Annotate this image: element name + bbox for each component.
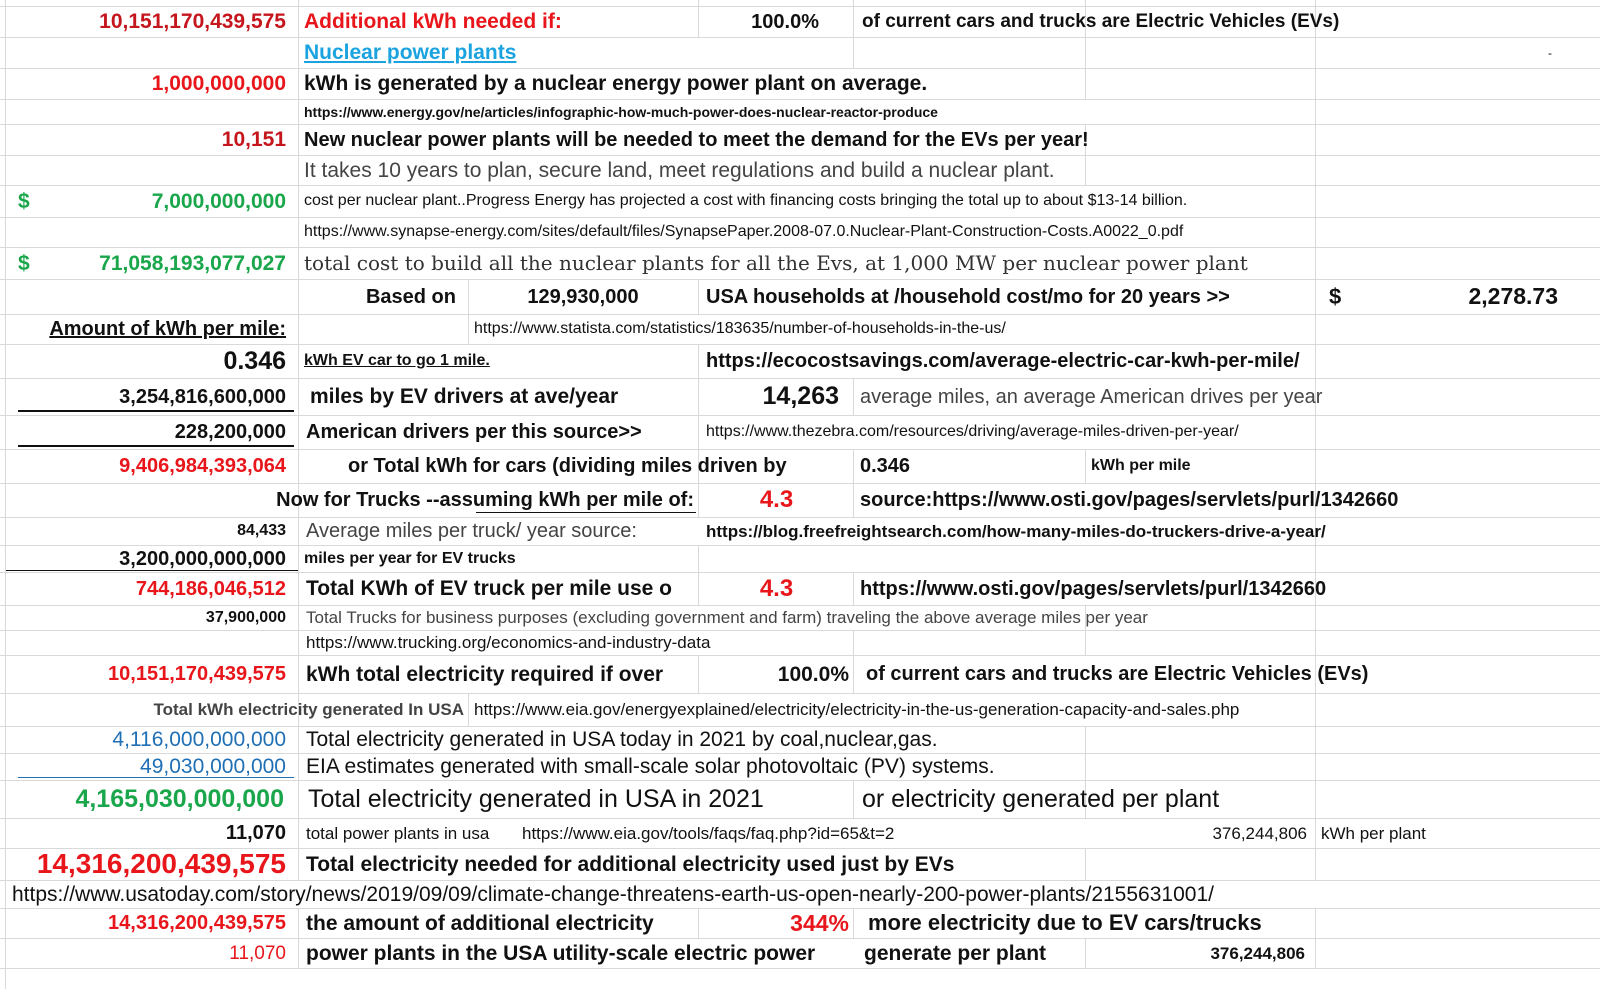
- household-cost-value: 2,278.73: [1468, 283, 1558, 309]
- more-electricity-label: more electricity due to EV cars/trucks: [868, 910, 1262, 935]
- ecocostsavings-url[interactable]: https://ecocostsavings.com/average-electric-car-kwh-per-mile/: [706, 350, 1300, 372]
- usa-generated-value[interactable]: 4,116,000,000,000: [112, 728, 286, 751]
- solar-generated-label: EIA estimates generated with small-scale solar photovoltaic (PV) systems.: [306, 755, 995, 778]
- eia-url[interactable]: https://www.eia.gov/energyexplained/electricity/electricity-in-the-us-generation-capacity-and-sales.php: [474, 700, 1240, 719]
- sum-underline: [18, 777, 294, 778]
- total-trucks-label: Total Trucks for business purposes (excluding government and farm) traveling the above average miles per year: [306, 608, 1148, 627]
- households-value: 129,930,000: [527, 285, 639, 308]
- thezebra-url[interactable]: https://www.thezebra.com/resources/driving/average-miles-driven-per-year/: [706, 423, 1239, 440]
- usatoday-url[interactable]: https://www.usatoday.com/story/news/2019/09/09/climate-change-threatens-earth-us-open-nearly-200-power-plants/2155631001/: [12, 882, 1214, 906]
- truck-miles-value: 3,200,000,000,000: [119, 547, 286, 570]
- currency-symbol: $: [1329, 283, 1342, 309]
- total-plants-label: total power plants in usa: [306, 823, 490, 843]
- total-usa-generated-heading: Total kWh electricity generated In USA: [153, 700, 464, 719]
- utility-plants-value: 11,070: [229, 942, 286, 964]
- miles-per-truck-value[interactable]: 84,433: [237, 522, 286, 539]
- based-on-label: Based on: [365, 285, 456, 308]
- american-drivers-label: American drivers per this source>>: [306, 421, 642, 443]
- total-trucks-value[interactable]: 37,900,000: [205, 608, 286, 626]
- cost-per-plant-label: cost per nuclear plant..Progress Energy has projected a cost with financing costs bringing the total up to about $13-14 billion.: [304, 192, 1188, 209]
- new-plants-needed-value: 10,151: [221, 128, 286, 151]
- grid-line: [1085, 449, 1086, 483]
- synapse-url[interactable]: https://www.synapse-energy.com/sites/default/files/SynapsePaper.2008-07.0.Nuclear-Plant-Construction-Costs.A0022_0.pdf: [304, 223, 1184, 240]
- average-miles-value[interactable]: 14,263: [762, 382, 839, 410]
- total-kwh-trucks-value: 744,186,046,512: [135, 577, 286, 600]
- grid-line: [1085, 848, 1086, 880]
- kwh-per-mile-unit: kWh per mile: [1091, 457, 1191, 474]
- grid-line: [468, 693, 469, 726]
- kwh-per-plant-value: 1,000,000,000: [151, 72, 286, 95]
- cost-per-plant-value: 7,000,000,000: [151, 189, 286, 213]
- truck-miles-label: miles per year for EV trucks: [304, 549, 516, 567]
- total-kwh-cars-value: 9,406,984,393,064: [119, 455, 286, 477]
- generate-per-plant-label: generate per plant: [864, 941, 1047, 965]
- kwh-per-plant-computed: 376,244,806: [1212, 823, 1307, 843]
- grid-line: [853, 378, 854, 415]
- sum-underline: [6, 570, 298, 571]
- american-drivers-value[interactable]: 228,200,000: [174, 421, 286, 443]
- additional-kwh-label: Additional kWh needed if:: [304, 10, 562, 33]
- nuclear-power-plants-link[interactable]: Nuclear power plants: [304, 41, 517, 64]
- grid-line: [853, 655, 854, 693]
- sum-underline: [18, 445, 294, 447]
- grid-line: [298, 908, 299, 968]
- dash-marker: -: [1548, 45, 1552, 60]
- grid-line: [698, 655, 699, 693]
- kwh-per-plant-unit: kWh per plant: [1321, 823, 1426, 843]
- grid-line: [853, 572, 854, 605]
- underline: [476, 512, 696, 513]
- grid-line: [853, 0, 854, 68]
- average-miles-label: average miles, an average American drives per year: [860, 385, 1323, 408]
- ev-percentage[interactable]: 100.0%: [751, 10, 819, 33]
- osti-source-url[interactable]: source:https://www.osti.gov/pages/servlets/purl/1342660: [860, 489, 1399, 511]
- grid-line: [698, 908, 699, 938]
- total-kwh-cars-label: or Total kWh for cars (dividing miles driven by: [348, 455, 787, 477]
- per-plant-heading: or electricity generated per plant: [862, 784, 1220, 813]
- freefreightsearch-url[interactable]: https://blog.freefreightsearch.com/how-many-miles-do-truckers-drive-a-year/: [706, 521, 1326, 541]
- solar-generated-value[interactable]: 49,030,000,000: [140, 755, 286, 778]
- ev-percentage-repeat: 100.0%: [777, 662, 849, 686]
- grid-line: [0, 968, 1600, 969]
- trucks-assumption-label: Now for Trucks --assuming kWh per mile of:: [276, 489, 694, 511]
- grid-line: [0, 37, 1600, 38]
- additional-electricity-value: 14,316,200,439,575: [108, 912, 286, 934]
- total-kwh-trucks-label: Total KWh of EV truck per mile use o: [306, 577, 672, 600]
- kwh-per-plant-label: kWh is generated by a nuclear energy power plant on average.: [304, 72, 928, 95]
- total-needed-value: 14,316,200,439,575: [36, 848, 286, 879]
- currency-symbol: $: [18, 251, 30, 275]
- total-plants-value[interactable]: 11,070: [225, 822, 286, 844]
- currency-symbol: $: [18, 189, 30, 213]
- per-plant-value: 376,244,806: [1210, 943, 1305, 963]
- grid-line: [853, 908, 854, 938]
- household-cost-label: USA households at /household cost/mo for 20 years >>: [706, 285, 1230, 308]
- more-electricity-percentage: 344%: [790, 909, 849, 936]
- statista-url[interactable]: https://www.statista.com/statistics/183635/number-of-households-in-the-us/: [474, 320, 1006, 337]
- ev-miles-label: miles by EV drivers at ave/year: [310, 385, 619, 408]
- grid-line: [698, 279, 699, 314]
- eia-faq-url[interactable]: https://www.eia.gov/tools/faqs/faq.php?id=65&t=2: [522, 823, 895, 843]
- grid-line: [298, 0, 299, 880]
- total-plant-cost-value: 71,058,193,077,027: [99, 251, 286, 275]
- total-plant-cost-label: total cost to build all the nuclear plants for all the Evs, at 1,000 MW per nuclear power plant: [304, 251, 1248, 275]
- usa-generated-label: Total electricity generated in USA today in 2021 by coal,nuclear,gas.: [306, 728, 938, 751]
- total-usa-2021-label: Total electricity generated in USA in 2021: [308, 784, 764, 813]
- kwh-per-mile-heading: Amount of kWh per mile:: [49, 318, 286, 340]
- energy-gov-url[interactable]: https://www.energy.gov/ne/articles/infographic-how-much-power-does-nuclear-reactor-produce: [304, 103, 938, 120]
- osti-url[interactable]: https://www.osti.gov/pages/servlets/purl/1342660: [860, 577, 1327, 600]
- car-kwh-factor: 0.346: [860, 455, 911, 477]
- truck-kwh-factor[interactable]: 4.3: [759, 486, 794, 513]
- utility-plants-label: power plants in the USA utility-scale electric power: [306, 941, 816, 965]
- new-plants-needed-label: New nuclear power plants will be needed to meet the demand for the EVs per year!: [304, 128, 1089, 151]
- total-needed-label: Total electricity needed for additional electricity used just by EVs: [306, 852, 955, 876]
- ev-miles-value: 3,254,816,600,000: [119, 385, 286, 408]
- ev-percentage-repeat-description: of current cars and trucks are Electric Vehicles (EVs): [866, 663, 1369, 685]
- truck-kwh-factor-repeat: 4.3: [759, 574, 794, 602]
- total-kwh-required-value: 10,151,170,439,575: [108, 663, 286, 685]
- miles-per-truck-label: Average miles per truck/ year source:: [306, 520, 637, 542]
- sum-underline: [18, 410, 294, 412]
- additional-kwh-value: 10,151,170,439,575: [99, 10, 286, 33]
- grid-line: [698, 545, 699, 605]
- car-kwh-per-mile-value[interactable]: 0.346: [223, 346, 286, 375]
- total-usa-2021-value: 4,165,030,000,000: [75, 784, 284, 813]
- total-kwh-required-label: kWh total electricity required if over: [306, 662, 664, 686]
- additional-electricity-label: the amount of additional electricity: [306, 911, 654, 935]
- plan-time-note: It takes 10 years to plan, secure land, meet regulations and build a nuclear plant.: [304, 158, 1055, 182]
- car-kwh-per-mile-label: kWh EV car to go 1 mile.: [304, 352, 490, 369]
- trucking-org-url[interactable]: https://www.trucking.org/economics-and-industry-data: [306, 633, 711, 652]
- ev-percentage-description: of current cars and trucks are Electric Vehicles (EVs): [862, 11, 1340, 32]
